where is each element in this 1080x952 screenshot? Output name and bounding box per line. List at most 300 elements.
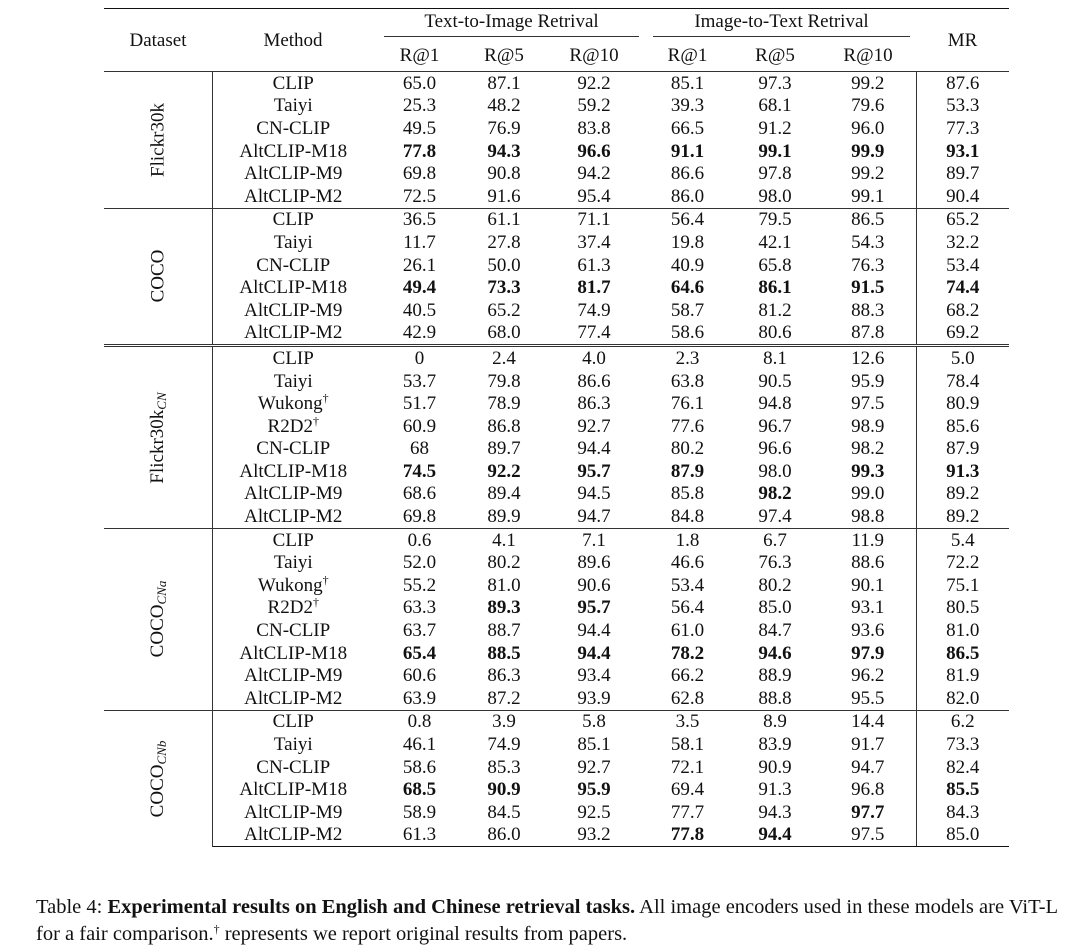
mr-cell: 82.4 [916,756,1009,779]
table-row [104,185,1009,208]
method-cell [212,483,374,506]
metric-cell: 89.6 [577,552,611,574]
metric-cell: 68.1 [758,95,792,117]
metric-cell: 99.0 [851,483,885,505]
metric-cell: 97.5 [820,824,916,847]
metric-cell: 60.9 [402,415,437,437]
mr-cell: 84.3 [916,801,1009,824]
dagger-mark: † [312,413,319,428]
mr-cell: 77.3 [916,117,1009,140]
table-row [104,208,1009,231]
metric-cell: 91.5 [851,277,885,299]
metric-cell: 86.1 [758,277,792,299]
mr-cell: 69.2 [916,322,1009,346]
metric-cell: 94.3 [758,801,792,823]
mr-cell: 85.5 [916,778,1009,801]
table-row [104,505,1009,528]
metric-cell: 95.4 [577,185,611,207]
metric-cell: 6.7 [730,528,820,551]
dataset-name: COCO [147,249,169,303]
mr-cell: 75.1 [916,574,1009,597]
metric-cell: 90.9 [758,756,792,778]
method-name: AltCLIP-M18 [239,277,348,299]
metric-cell: 94.7 [851,756,885,778]
table-row [104,117,1009,140]
metric-cell: 65.0 [374,72,465,95]
metric-cell: 0.6 [374,528,465,551]
metric-cell: 86.8 [487,415,521,437]
metric-cell: 76.3 [851,254,885,276]
mr-cell: 78.4 [916,370,1009,393]
metric-cell: 77.7 [670,801,705,823]
method-name: AltCLIP-M9 [244,665,343,687]
method-name: CN-CLIP [256,620,331,642]
method-cell [212,551,374,574]
metric-cell: 51.7 [402,393,437,415]
method-name: AltCLIP-M2 [244,185,343,207]
dataset-name: COCO [146,764,168,817]
method-name: AltCLIP-M18 [239,779,348,801]
method-cell [212,95,374,118]
metric-cell: 79.6 [851,95,885,117]
table-row [104,95,1009,118]
metric-cell: 93.4 [577,665,611,687]
header-metric: R@10 [820,40,916,72]
header-metric: R@1 [645,40,730,72]
metric-cell: 61.1 [465,208,543,231]
method-cell [212,619,374,642]
header-metric: R@10 [543,40,645,72]
metric-cell: 0.8 [374,710,465,733]
metric-cell: 66.2 [670,665,705,687]
table-row [104,162,1009,185]
method-cell [212,140,374,163]
metric-cell: 5.8 [543,710,645,733]
metric-cell: 83.8 [577,117,611,139]
metric-cell: 84.5 [487,801,521,823]
metric-cell: 72.5 [402,185,437,207]
metric-cell: 39.3 [670,95,705,117]
mr-cell: 5.4 [916,528,1009,551]
method-name: AltCLIP-M18 [239,140,348,162]
caption-bold: Experimental results on English and Chinese retrieval tasks. [107,896,636,918]
metric-cell: 79.5 [730,208,820,231]
metric-cell: 54.3 [851,231,885,253]
metric-cell: 89.7 [487,438,521,460]
metric-cell: 11.9 [820,528,916,551]
header-dataset: Dataset [104,9,212,72]
mr-cell: 89.2 [916,483,1009,506]
metric-cell: 61.0 [670,620,705,642]
method-cell [212,276,374,299]
metric-cell: 77.8 [645,824,730,847]
table-row [104,438,1009,461]
metric-cell: 4.1 [465,528,543,551]
method-name: CN-CLIP [256,438,331,460]
metric-cell: 99.1 [758,140,792,162]
method-name: Wukong [257,574,323,596]
method-name: CLIP [272,711,314,733]
mr-cell: 82.0 [916,687,1009,710]
metric-cell: 61.3 [577,254,611,276]
metric-cell: 94.5 [577,483,611,505]
table-row [104,551,1009,574]
method-name: AltCLIP-M2 [244,824,343,846]
metric-cell: 77.6 [670,415,705,437]
metric-cell: 58.6 [402,756,437,778]
metric-cell: 60.6 [402,665,437,687]
metric-cell: 78.9 [487,393,521,415]
method-name: AltCLIP-M2 [244,322,343,344]
metric-cell: 25.3 [402,95,437,117]
metric-cell: 77.4 [577,322,611,344]
method-cell [212,185,374,208]
metric-cell: 85.8 [670,483,705,505]
metric-cell: 92.5 [577,801,611,823]
method-cell [212,322,374,346]
metric-cell: 97.4 [758,506,792,528]
metric-cell: 50.0 [487,254,521,276]
method-name: AltCLIP-M9 [244,801,343,823]
table-row [104,733,1009,756]
metric-cell: 88.8 [758,687,792,709]
method-name: AltCLIP-M18 [239,642,348,664]
method-cell [212,801,374,824]
table-row [104,276,1009,299]
table-row [104,231,1009,254]
table-row [104,642,1009,665]
metric-cell: 86.3 [577,393,611,415]
metric-cell: 94.4 [577,620,611,642]
dataset-name: Flickr30k [147,102,169,177]
metric-cell: 96.8 [851,779,885,801]
method-cell [212,208,374,231]
method-cell [212,299,374,322]
metric-cell: 3.9 [465,710,543,733]
metric-cell: 80.2 [487,552,521,574]
table-row [104,415,1009,438]
metric-cell: 99.9 [851,140,885,162]
caption-text-2: represents we report original results from papers. [219,923,628,945]
method-cell [212,72,374,95]
mr-cell: 72.2 [916,551,1009,574]
metric-cell: 81.0 [487,574,521,596]
metric-cell: 12.6 [820,346,916,370]
table-row [104,392,1009,415]
metric-cell: 81.7 [577,277,611,299]
metric-cell: 40.5 [402,299,437,321]
metric-cell: 65.2 [487,299,521,321]
method-name: AltCLIP-M2 [244,506,343,528]
metric-cell: 99.2 [851,163,885,185]
mr-cell: 85.6 [916,415,1009,438]
metric-cell: 87.8 [851,322,885,344]
method-name: Wukong [257,393,323,415]
header-image-to-text: Image-to-Text Retrival [645,9,916,41]
metric-cell: 68 [410,438,429,460]
table-row [104,710,1009,733]
metric-cell: 77.8 [402,140,437,162]
metric-cell: 69.8 [402,163,437,185]
metric-cell: 84.7 [758,620,792,642]
mr-cell: 32.2 [916,231,1009,254]
metric-cell: 63.3 [402,597,437,619]
metric-cell: 97.3 [730,72,820,95]
metric-cell: 97.5 [851,393,885,415]
mr-cell: 90.4 [916,185,1009,208]
metric-cell: 86.3 [487,665,521,687]
metric-cell: 8.9 [730,710,820,733]
table-row [104,664,1009,687]
metric-cell: 91.1 [670,140,705,162]
table-row [104,460,1009,483]
metric-cell: 80.6 [758,322,792,344]
method-name: CN-CLIP [256,756,331,778]
metric-cell: 76.1 [670,393,705,415]
metric-cell: 63.7 [402,620,437,642]
metric-cell: 74.5 [402,460,437,482]
metric-cell: 46.6 [670,552,705,574]
dataset-subscript: CNb [153,740,169,765]
method-name: CLIP [272,529,314,551]
dataset-subscript: CN [153,391,169,410]
header-metric: R@5 [730,40,820,72]
metric-cell: 58.6 [670,322,705,344]
metric-cell: 98.2 [758,483,792,505]
method-cell [212,460,374,483]
metric-cell: 91.7 [851,734,885,756]
method-cell [212,505,374,528]
method-cell [212,346,374,370]
metric-cell: 94.2 [577,163,611,185]
dagger-mark: † [312,595,319,610]
method-name: Taiyi [273,95,313,117]
metric-cell: 97.9 [851,642,885,664]
metric-cell: 89.9 [487,506,521,528]
header-method: Method [212,9,374,72]
dagger-mark: † [322,572,329,587]
metric-cell: 94.7 [577,506,611,528]
mr-cell: 85.0 [916,824,1009,847]
metric-cell: 96.2 [851,665,885,687]
metric-cell: 98.9 [851,415,885,437]
metric-cell: 85.1 [645,72,730,95]
mr-cell: 89.7 [916,162,1009,185]
table-row [104,370,1009,393]
metric-cell: 90.1 [851,574,885,596]
mr-cell: 74.4 [916,276,1009,299]
metric-cell: 91.2 [758,117,792,139]
mr-cell: 80.5 [916,597,1009,620]
metric-cell: 94.8 [758,393,792,415]
method-cell [212,415,374,438]
metric-cell: 98.0 [758,185,792,207]
dataset-name: Flickr30k [146,409,168,484]
metric-cell: 94.3 [487,140,521,162]
method-name: AltCLIP-M9 [244,299,343,321]
metric-cell: 62.8 [670,687,705,709]
metric-cell: 94.4 [730,824,820,847]
method-name: Taiyi [273,231,313,253]
metric-cell: 36.5 [374,208,465,231]
metric-cell: 98.8 [851,506,885,528]
metric-cell: 97.7 [851,801,885,823]
metric-cell: 85.1 [577,734,611,756]
dataset-label [104,208,212,346]
metric-cell: 49.5 [402,117,437,139]
metric-cell: 80.2 [758,574,792,596]
table-row [104,528,1009,551]
metric-cell: 88.5 [487,642,521,664]
metric-cell: 58.7 [670,299,705,321]
metric-cell: 93.1 [851,597,885,619]
metric-cell: 95.9 [577,779,611,801]
metric-cell: 86.6 [670,163,705,185]
mr-cell: 65.2 [916,208,1009,231]
method-cell [212,687,374,710]
mr-cell: 89.2 [916,505,1009,528]
metric-cell: 79.8 [487,370,521,392]
method-name: CN-CLIP [256,254,331,276]
metric-cell: 64.6 [670,277,705,299]
metric-cell: 86.0 [465,824,543,847]
metric-cell: 86.0 [670,185,705,207]
metric-cell: 53.7 [402,370,437,392]
metric-cell: 71.1 [543,208,645,231]
mr-cell: 91.3 [916,460,1009,483]
mr-cell: 68.2 [916,299,1009,322]
metric-cell: 42.1 [758,231,792,253]
metric-cell: 69.8 [402,506,437,528]
metric-cell: 59.2 [577,95,611,117]
metric-cell: 81.2 [758,299,792,321]
metric-cell: 61.3 [374,824,465,847]
method-name: R2D2 [267,415,313,437]
metric-cell: 74.9 [577,299,611,321]
table-row [104,254,1009,277]
method-name: AltCLIP-M2 [244,687,343,709]
method-cell [212,710,374,733]
dataset-group [104,528,1009,710]
table-row [104,824,1009,847]
metric-cell: 90.5 [758,370,792,392]
method-cell [212,528,374,551]
metric-cell: 68.6 [402,483,437,505]
metric-cell: 88.7 [487,620,521,642]
metric-cell: 58.9 [402,801,437,823]
metric-cell: 95.5 [851,687,885,709]
metric-cell: 94.4 [577,642,611,664]
method-cell [212,664,374,687]
metric-cell: 48.2 [487,95,521,117]
metric-cell: 84.8 [670,506,705,528]
metric-cell: 96.0 [851,117,885,139]
metric-cell: 52.0 [402,552,437,574]
metric-cell: 49.4 [402,277,437,299]
metric-cell: 2.3 [645,346,730,370]
method-name: CLIP [272,209,314,231]
table-row [104,346,1009,370]
method-name: CN-CLIP [256,117,331,139]
metric-cell: 27.8 [487,231,521,253]
dataset-label [104,528,212,710]
metric-cell: 86.5 [820,208,916,231]
metric-cell: 7.1 [543,528,645,551]
table-row [104,574,1009,597]
header-mr: MR [916,9,1009,72]
metric-cell: 87.2 [487,687,521,709]
metric-cell: 86.6 [577,370,611,392]
metric-cell: 93.9 [577,687,611,709]
metric-cell: 87.1 [465,72,543,95]
metric-cell: 37.4 [577,231,611,253]
metric-cell: 40.9 [670,254,705,276]
metric-cell: 42.9 [402,322,437,344]
dataset-group [104,346,1009,529]
dataset-label [104,72,212,209]
metric-cell: 94.6 [758,642,792,664]
mr-cell: 86.5 [916,642,1009,665]
mr-cell: 5.0 [916,346,1009,370]
dataset-group [104,72,1009,209]
metric-cell: 96.7 [758,415,792,437]
metric-cell: 4.0 [543,346,645,370]
method-name: R2D2 [267,597,313,619]
metric-cell: 3.5 [645,710,730,733]
metric-cell: 93.6 [851,620,885,642]
table-row [104,322,1009,346]
method-cell [212,597,374,620]
metric-cell: 90.8 [487,163,521,185]
metric-cell: 63.9 [402,687,437,709]
metric-cell: 98.2 [851,438,885,460]
method-cell [212,370,374,393]
table-row [104,72,1009,95]
table-row [104,619,1009,642]
metric-cell: 95.7 [577,460,611,482]
method-cell [212,392,374,415]
metric-cell: 74.9 [487,734,521,756]
dagger-mark: † [213,922,220,936]
mr-cell: 93.1 [916,140,1009,163]
metric-cell: 46.1 [402,734,437,756]
mr-cell: 80.9 [916,392,1009,415]
method-name: Taiyi [273,734,313,756]
metric-cell: 11.7 [403,231,436,253]
metric-cell: 95.7 [577,597,611,619]
mr-cell: 87.6 [916,72,1009,95]
metric-cell: 66.5 [670,117,705,139]
metric-cell: 83.9 [758,734,792,756]
metric-cell: 1.8 [645,528,730,551]
metric-cell: 0 [374,346,465,370]
metric-cell: 85.0 [758,597,792,619]
table-row [104,483,1009,506]
metric-cell: 90.6 [577,574,611,596]
mr-cell: 87.9 [916,438,1009,461]
metric-cell: 87.9 [670,460,705,482]
method-name: AltCLIP-M9 [244,163,343,185]
method-cell [212,162,374,185]
dataset-group [104,208,1009,346]
metric-cell: 56.4 [645,208,730,231]
metric-cell: 94.4 [577,438,611,460]
metric-cell: 76.9 [487,117,521,139]
metric-cell: 58.1 [670,734,705,756]
method-name: AltCLIP-M9 [244,483,343,505]
metric-cell: 73.3 [487,277,521,299]
method-name: CLIP [272,347,314,369]
